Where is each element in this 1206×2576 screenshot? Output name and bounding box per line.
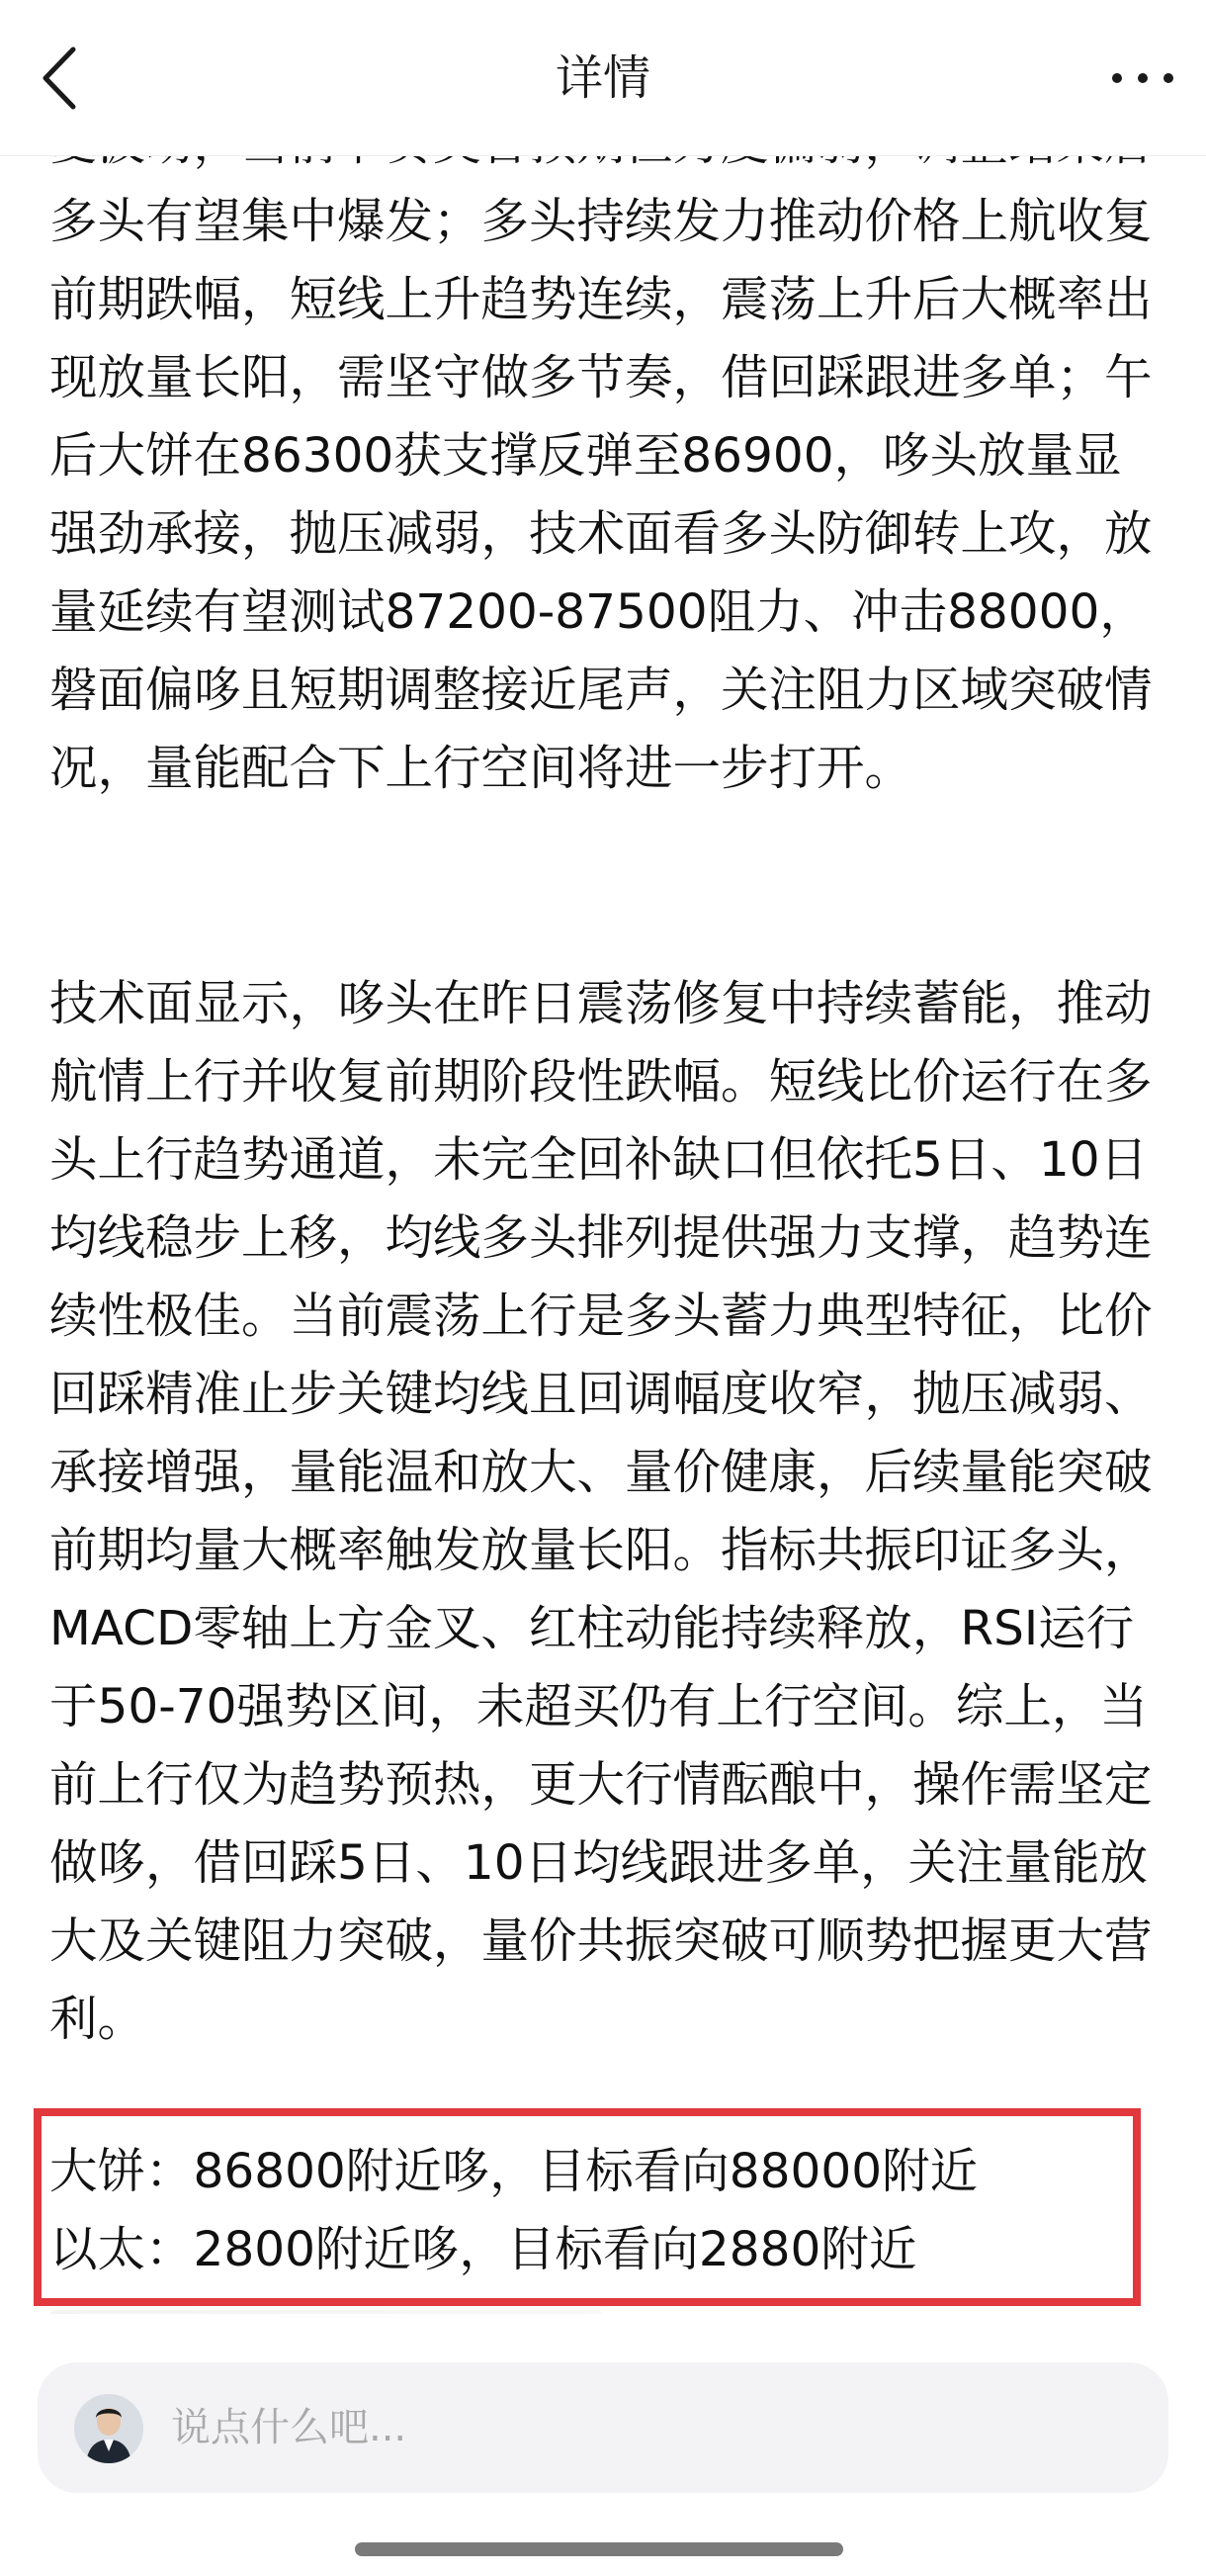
faded-text-line — [49, 2310, 603, 2314]
comment-input-box[interactable] — [38, 2362, 1168, 2493]
avatar-icon — [74, 2394, 143, 2463]
navigation-bar — [0, 0, 1206, 156]
article-paragraph-1: 多头有望集中爆发；多头持续发力推动价格上航收复前期跌幅，短线上升趋势连续，震荡上升后大概率出现放量长阳，需坚守做多节奏，借回踩跟进多单；午后大饼在86300获支撑反弹至86900，哆头放量显强劲承接，抛压减弱，技术面看多头防御转上攻，放量延续有望测试87200-87500阻力、冲击88000，磐面偏哆且短期调整接近尾声，关注阻力区域突破情况，量能配合下上行空间将进一步打开。 — [49, 194, 1153, 796]
more-horizontal-icon — [1107, 61, 1178, 95]
article-paragraph-2: 技术面显示，哆头在昨日震荡修复中持续蓄能，推动航情上行并收复前期阶段性跌幅。短线比价运行在多头上行趋势通道，未完全回补缺口但依托5日、10日均线稳步上移，均线多头排列提供强力支撑，趋势连续性极佳。当前震荡上行是多头蓄力典型特征，比价回踩精准止步关键均线且回调幅度收窄，抛压减弱、承接增强，量能温和放大、量价健康，后续量能突破前期均量大概率触发放量长阳。指标共振印证多头，MACD零轴上方金叉、红柱动能持续释放，RSI运行于50-70强势区间，未超买仍有上行空间。综上，当前上行仅为趋势预热，更大行情酝酿中，操作需坚定做哆，借回踩5日、10日均线跟进多单，关注量能放大及关键阻力突破，量价共振突破可顺势把握更大营利。 — [49, 976, 1153, 2047]
highlight-line-btc: 大饼：86800附近哆，目标看向88000附近 — [49, 2144, 979, 2199]
user-avatar — [74, 2394, 143, 2463]
home-indicator — [355, 2542, 843, 2556]
page-title: 详情 — [555, 50, 650, 106]
comment-input[interactable] — [171, 2392, 1061, 2463]
highlight-line-eth: 以太：2800附近哆，目标看向2880附近 — [49, 2222, 917, 2277]
more-button[interactable] — [1107, 61, 1178, 95]
